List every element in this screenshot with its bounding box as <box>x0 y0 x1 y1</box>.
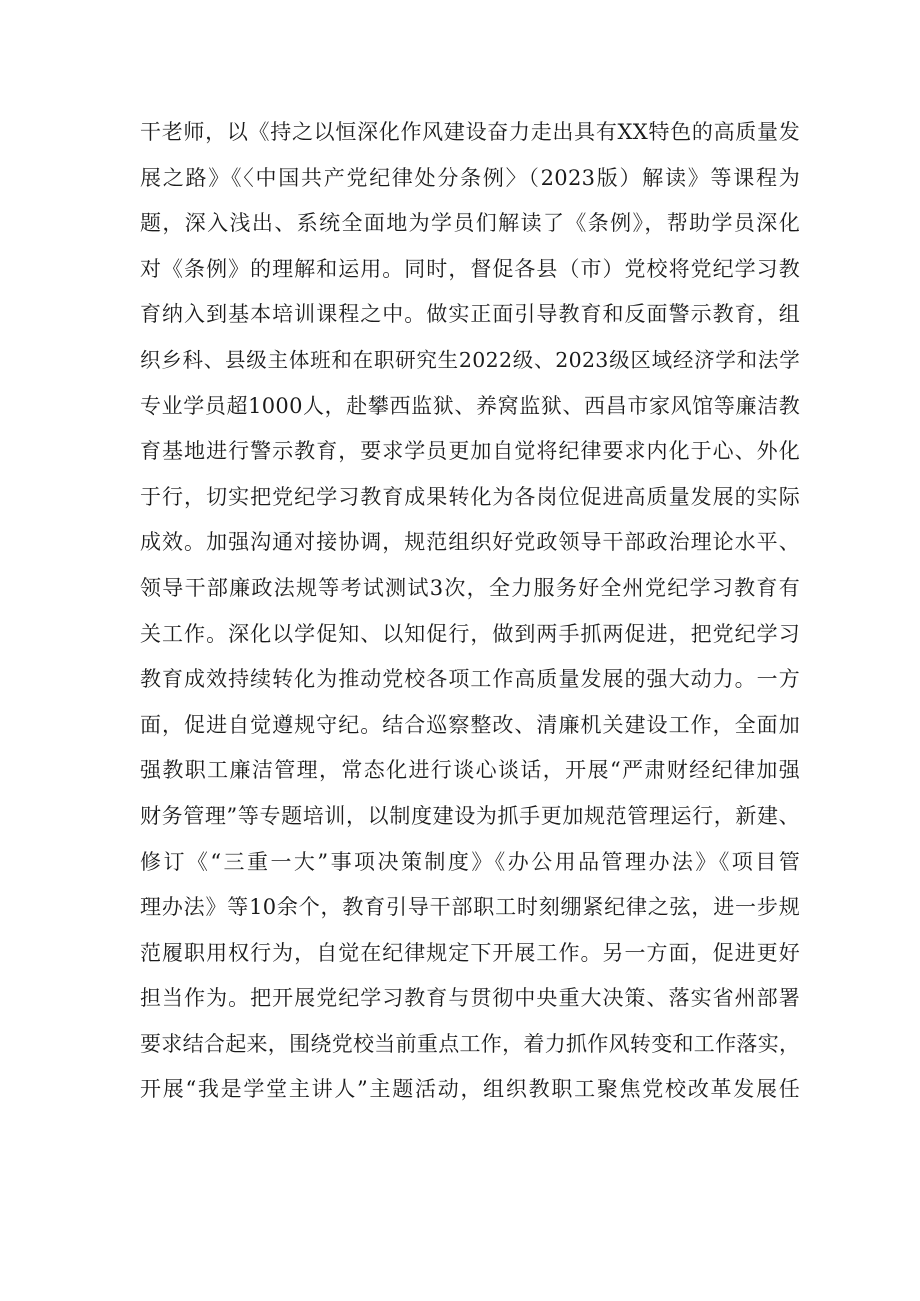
text-line: 财务管理”等专题培训，以制度建设为抓手更加规范管理运行，新建、 <box>140 803 800 828</box>
text-line: 育基地进行警示教育，要求学员更加自觉将纪律要求内化于心、外化 <box>140 439 800 464</box>
text-line: 成效。加强沟通对接协调，规范组织好党政领导干部政治理论水平、 <box>140 530 800 555</box>
text-line: 范履职用权行为，自觉在纪律规定下开展工作。另一方面，促进更好 <box>140 940 800 965</box>
text-line: 对《条例》的理解和运用。同时，督促各县（市）党校将党纪学习教 <box>140 256 800 281</box>
text-line: 于行，切实把党纪学习教育成果转化为各岗位促进高质量发展的实际 <box>140 484 800 509</box>
text-line: 面，促进自觉遵规守纪。结合巡察整改、清廉机关建设工作，全面加 <box>140 712 800 737</box>
text-line: 强教职工廉洁管理，常态化进行谈心谈话，开展“严肃财经纪律加强 <box>140 758 800 783</box>
text-line: 理办法》等10余个，教育引导干部职工时刻绷紧纪律之弦，进一步规 <box>140 895 800 920</box>
text-line: 织乡科、县级主体班和在职研究生2022级、2023级区域经济学和法学 <box>140 347 800 372</box>
text-line: 题，深入浅出、系统全面地为学员们解读了《条例》，帮助学员深化 <box>140 211 800 236</box>
text-line: 修订《“三重一大”事项决策制度》《办公用品管理办法》《项目管 <box>140 849 800 874</box>
text-line: 开展“我是学堂主讲人”主题活动，组织教职工聚焦党校改革发展任 <box>140 1077 800 1102</box>
text-line: 担当作为。把开展党纪学习教育与贯彻中央重大决策、落实省州部署 <box>140 986 800 1011</box>
text-line: 干老师，以《持之以恒深化作风建设奋力走出具有XX特色的高质量发 <box>140 120 800 144</box>
text-line: 专业学员超1000人，赴攀西监狱、养窝监狱、西昌市家风馆等廉洁教 <box>140 393 800 418</box>
text-line: 要求结合起来，围绕党校当前重点工作，着力抓作风转变和工作落实， <box>140 1031 801 1056</box>
text-line: 展之路》《〈中国共产党纪律处分条例〉（2023版）解读》等课程为 <box>140 165 800 190</box>
text-line: 领导干部廉政法规等考试测试3次，全力服务好全州党纪学习教育有 <box>140 575 800 600</box>
text-line: 教育成效持续转化为推动党校各项工作高质量发展的强大动力。一方 <box>140 667 800 692</box>
text-line: 关工作。深化以学促知、以知促行，做到两手抓两促进，把党纪学习 <box>140 621 800 646</box>
body-text <box>140 110 800 1113</box>
text-line: 育纳入到基本培训课程之中。做实正面引导教育和反面警示教育，组 <box>140 302 800 327</box>
